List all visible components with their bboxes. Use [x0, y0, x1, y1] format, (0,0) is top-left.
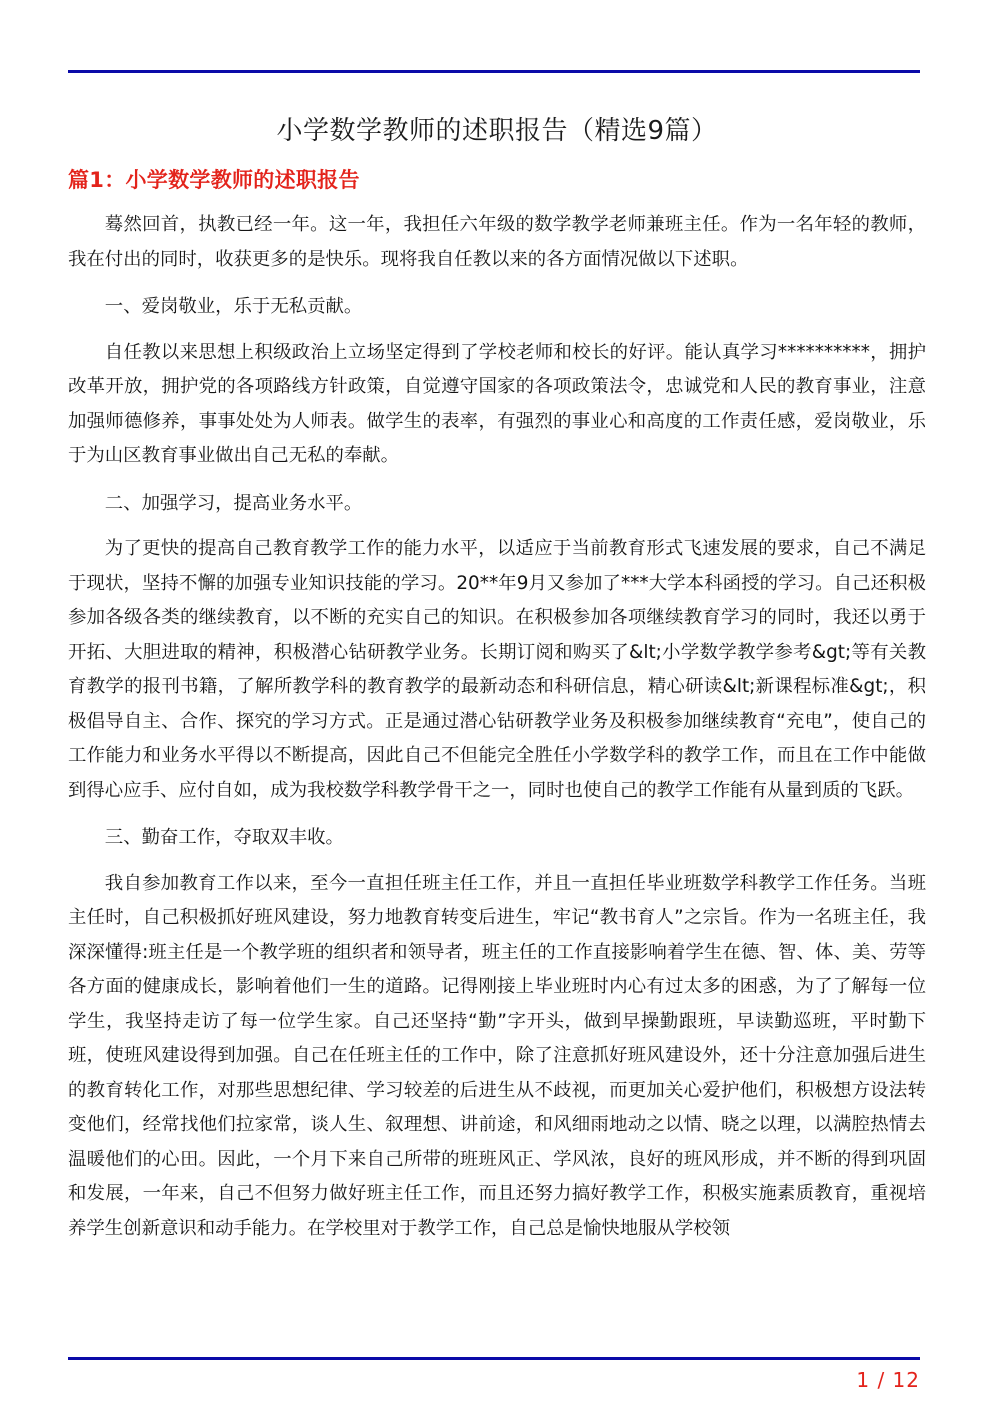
- paragraph-section-one-body: 自任教以来思想上积级政治上立场坚定得到了学校老师和校长的好评。能认真学习**********，拥护改革开放，拥护党的各项路线方针政策，自觉遵守国家的各项政策法令，忠诚党和人民的教育事业，注意加强师德修养，事事处处为人师表。做学生的表率，有强烈的事业心和高度的工作责任感，爱岗敬业，乐于为山区教育事业做出自己无私的奉献。: [68, 341, 926, 466]
- header-divider-line: [68, 70, 920, 73]
- page-number-indicator: 1 / 12: [856, 1368, 920, 1392]
- paragraph-intro: 蓦然回首，执教已经一年。这一年，我担任六年级的数学教学老师兼班主任。作为一名年轻的教师，我在付出的同时，收获更多的是快乐。现将我自任教以来的各方面情况做以下述职。: [68, 214, 926, 270]
- paragraph-heading-one: 一、爱岗敬业，乐于无私贡献。: [104, 296, 363, 317]
- document-content: [68, 112, 926, 1259]
- section-heading: 篇1：小学数学教师的述职报告: [68, 168, 360, 192]
- paragraph-heading-three: 三、勤奋工作，夺取双丰收。: [104, 827, 344, 848]
- paragraph-section-two-body: 为了更快的提高自己教育教学工作的能力水平，以适应于当前教育形式飞速发展的要求，自己不满足于现状，坚持不懈的加强专业知识技能的学习。20**年9月又参加了***大学本科函授的学习。自己还积极参加各级各类的继续教育，以不断的充实自己的知识。在积极参加各项继续教育学习的同时，我还以勇于开拓、大胆进取的精神，积极潜心钻研教学业务。长期订阅和购买了&lt;小学数学教学参考&gt;等有关教育教学的报刊书籍，了解所教学科的教育教学的最新动态和科研信息，精心研读&lt;新课程标准&gt;，积极倡导自主、合作、探究的学习方式。正是通过潜心钻研教学业务及积极参加继续教育“充电”，使自己的工作能力和业务水平得以不断提高，因此自己不但能完全胜任小学数学科的教学工作，而且在工作中能做到得心应手、应付自如，成为我校数学科教学骨干之一，同时也使自己的教学工作能有从量到质的飞跃。: [68, 538, 926, 801]
- paragraph-heading-two: 二、加强学习，提高业务水平。: [104, 492, 363, 514]
- paragraph-section-three-body: 我自参加教育工作以来，至今一直担任班主任工作，并且一直担任毕业班数学科教学工作任务。当班主任时，自己积极抓好班风建设，努力地教育转变后进生，牢记“教书育人”之宗旨。作为一名班主任，我深深懂得:班主任是一个教学班的组织者和领导者，班主任的工作直接影响着学生在德、智、体、美、劳等各方面的健康成长，影响着他们一生的道路。记得刚接上毕业班时内心有过太多的困惑，为了了解每一位学生，我坚持走访了每一位学生家。自己还坚持“勤”字开头，做到早操勤跟班，早读勤巡班，平时勤下班，使班风建设得到加强。自己在任班主任的工作中，除了注意抓好班风建设外，还十分注意加强后进生的教育转化工作，对那些思想纪律、学习较差的后进生从不歧视，而更加关心爱护他们，积极想方设法转变他们，经常找他们拉家常，谈人生、叙理想、讲前途，和风细雨地动之以情、晓之以理，以满腔热情去温暖他们的心田。因此，一个月下来自己所带的班班风正、学风浓，良好的班风形成，并不断的得到巩固和发展，一年来，自己不但努力做好班主任工作，而且还努力搞好教学工作，积极实施素质教育，重视培养学生创新意识和动手能力。在学校里对于教学工作，自己总是愉快地服从学校领: [68, 872, 926, 1239]
- page-title: 小学数学教师的述职报告（精选9篇）: [276, 116, 718, 146]
- footer-divider-line: [68, 1357, 920, 1360]
